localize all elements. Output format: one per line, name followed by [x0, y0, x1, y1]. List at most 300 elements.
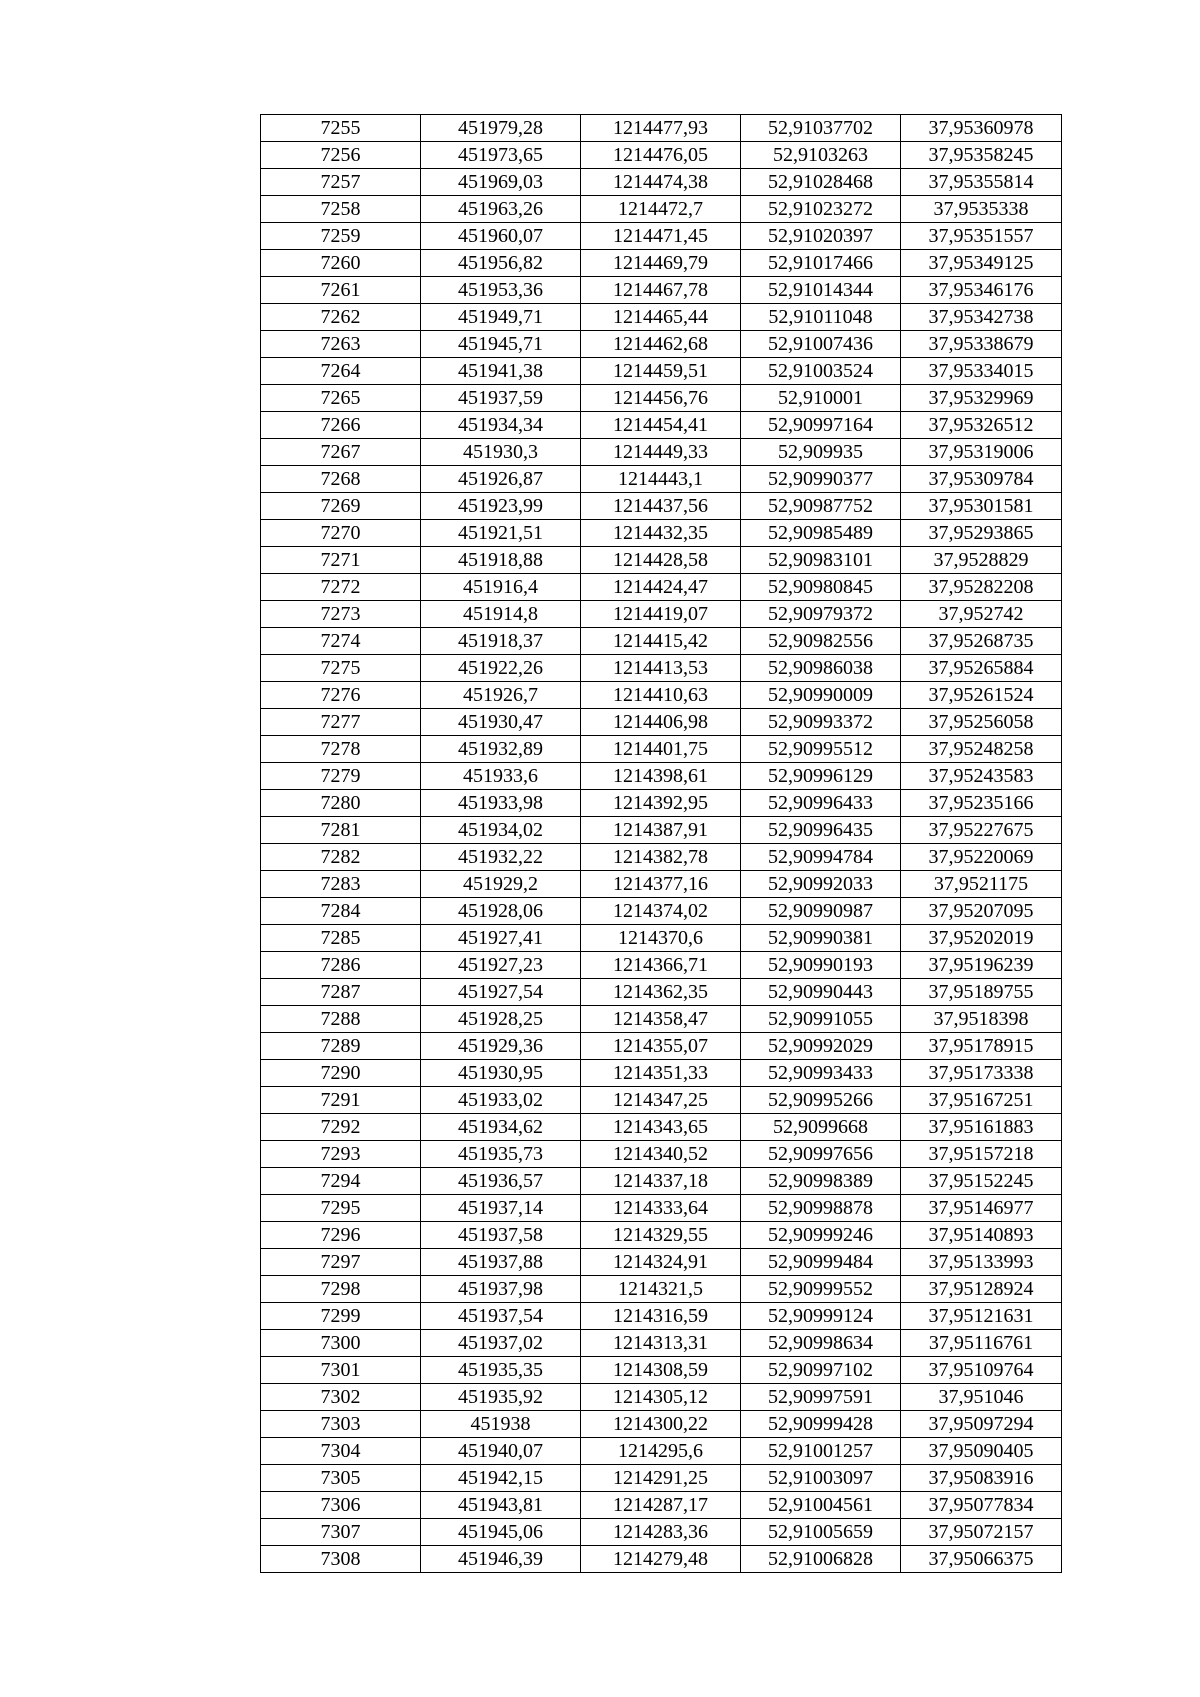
latitude-cell: 52,90990009	[741, 682, 901, 709]
y-coordinate-cell: 1214308,59	[581, 1357, 741, 1384]
point-number-cell: 7297	[261, 1249, 421, 1276]
point-number-cell: 7280	[261, 790, 421, 817]
point-number-cell: 7304	[261, 1438, 421, 1465]
latitude-cell: 52,90999428	[741, 1411, 901, 1438]
y-coordinate-cell: 1214471,45	[581, 223, 741, 250]
x-coordinate-cell: 451963,26	[421, 196, 581, 223]
longitude-cell: 37,95319006	[901, 439, 1062, 466]
y-coordinate-cell: 1214347,25	[581, 1087, 741, 1114]
longitude-cell: 37,95121631	[901, 1303, 1062, 1330]
table-row	[261, 493, 1062, 520]
point-number-cell: 7269	[261, 493, 421, 520]
y-coordinate-cell: 1214370,6	[581, 925, 741, 952]
y-coordinate-cell: 1214324,91	[581, 1249, 741, 1276]
latitude-cell: 52,91023272	[741, 196, 901, 223]
table-row	[261, 358, 1062, 385]
longitude-cell: 37,95329969	[901, 385, 1062, 412]
point-number-cell: 7303	[261, 1411, 421, 1438]
table-row	[261, 844, 1062, 871]
x-coordinate-cell: 451929,36	[421, 1033, 581, 1060]
y-coordinate-cell: 1214287,17	[581, 1492, 741, 1519]
y-coordinate-cell: 1214343,65	[581, 1114, 741, 1141]
table-row	[261, 1249, 1062, 1276]
latitude-cell: 52,90990381	[741, 925, 901, 952]
point-number-cell: 7302	[261, 1384, 421, 1411]
point-number-cell: 7264	[261, 358, 421, 385]
y-coordinate-cell: 1214295,6	[581, 1438, 741, 1465]
table-row	[261, 1330, 1062, 1357]
x-coordinate-cell: 451929,2	[421, 871, 581, 898]
longitude-cell: 37,95334015	[901, 358, 1062, 385]
latitude-cell: 52,909935	[741, 439, 901, 466]
table-row	[261, 763, 1062, 790]
table-row	[261, 1114, 1062, 1141]
table-row	[261, 1168, 1062, 1195]
latitude-cell: 52,90987752	[741, 493, 901, 520]
longitude-cell: 37,95133993	[901, 1249, 1062, 1276]
y-coordinate-cell: 1214279,48	[581, 1546, 741, 1573]
longitude-cell: 37,95128924	[901, 1276, 1062, 1303]
x-coordinate-cell: 451926,7	[421, 682, 581, 709]
point-number-cell: 7279	[261, 763, 421, 790]
point-number-cell: 7274	[261, 628, 421, 655]
point-number-cell: 7263	[261, 331, 421, 358]
x-coordinate-cell: 451918,37	[421, 628, 581, 655]
y-coordinate-cell: 1214374,02	[581, 898, 741, 925]
table-row	[261, 1411, 1062, 1438]
point-number-cell: 7260	[261, 250, 421, 277]
latitude-cell: 52,90991055	[741, 1006, 901, 1033]
y-coordinate-cell: 1214432,35	[581, 520, 741, 547]
y-coordinate-cell: 1214283,36	[581, 1519, 741, 1546]
table-row	[261, 871, 1062, 898]
coordinates-table-body	[261, 115, 1062, 1573]
point-number-cell: 7287	[261, 979, 421, 1006]
longitude-cell: 37,95342738	[901, 304, 1062, 331]
y-coordinate-cell: 1214401,75	[581, 736, 741, 763]
point-number-cell: 7292	[261, 1114, 421, 1141]
table-row	[261, 952, 1062, 979]
x-coordinate-cell: 451953,36	[421, 277, 581, 304]
longitude-cell: 37,9518398	[901, 1006, 1062, 1033]
table-row	[261, 1438, 1062, 1465]
y-coordinate-cell: 1214419,07	[581, 601, 741, 628]
longitude-cell: 37,95338679	[901, 331, 1062, 358]
point-number-cell: 7276	[261, 682, 421, 709]
y-coordinate-cell: 1214454,41	[581, 412, 741, 439]
y-coordinate-cell: 1214362,35	[581, 979, 741, 1006]
latitude-cell: 52,90996129	[741, 763, 901, 790]
point-number-cell: 7281	[261, 817, 421, 844]
point-number-cell: 7262	[261, 304, 421, 331]
table-row	[261, 1060, 1062, 1087]
longitude-cell: 37,95268735	[901, 628, 1062, 655]
longitude-cell: 37,95090405	[901, 1438, 1062, 1465]
longitude-cell: 37,95358245	[901, 142, 1062, 169]
y-coordinate-cell: 1214476,05	[581, 142, 741, 169]
latitude-cell: 52,91001257	[741, 1438, 901, 1465]
point-number-cell: 7305	[261, 1465, 421, 1492]
x-coordinate-cell: 451923,99	[421, 493, 581, 520]
point-number-cell: 7301	[261, 1357, 421, 1384]
point-number-cell: 7290	[261, 1060, 421, 1087]
latitude-cell: 52,91020397	[741, 223, 901, 250]
y-coordinate-cell: 1214333,64	[581, 1195, 741, 1222]
point-number-cell: 7268	[261, 466, 421, 493]
latitude-cell: 52,91003097	[741, 1465, 901, 1492]
y-coordinate-cell: 1214305,12	[581, 1384, 741, 1411]
longitude-cell: 37,95146977	[901, 1195, 1062, 1222]
table-row	[261, 1465, 1062, 1492]
table-row	[261, 115, 1062, 142]
table-row	[261, 223, 1062, 250]
table-row	[261, 520, 1062, 547]
table-row	[261, 1546, 1062, 1573]
longitude-cell: 37,95227675	[901, 817, 1062, 844]
table-row	[261, 1087, 1062, 1114]
table-row	[261, 925, 1062, 952]
table-row	[261, 1141, 1062, 1168]
y-coordinate-cell: 1214413,53	[581, 655, 741, 682]
longitude-cell: 37,95202019	[901, 925, 1062, 952]
longitude-cell: 37,95173338	[901, 1060, 1062, 1087]
y-coordinate-cell: 1214456,76	[581, 385, 741, 412]
longitude-cell: 37,951046	[901, 1384, 1062, 1411]
table-row	[261, 1492, 1062, 1519]
table-row	[261, 466, 1062, 493]
x-coordinate-cell: 451933,98	[421, 790, 581, 817]
longitude-cell: 37,95265884	[901, 655, 1062, 682]
x-coordinate-cell: 451934,62	[421, 1114, 581, 1141]
y-coordinate-cell: 1214377,16	[581, 871, 741, 898]
longitude-cell: 37,95349125	[901, 250, 1062, 277]
table-row	[261, 331, 1062, 358]
x-coordinate-cell: 451932,22	[421, 844, 581, 871]
table-row	[261, 1222, 1062, 1249]
y-coordinate-cell: 1214382,78	[581, 844, 741, 871]
longitude-cell: 37,95066375	[901, 1546, 1062, 1573]
latitude-cell: 52,91028468	[741, 169, 901, 196]
latitude-cell: 52,9099668	[741, 1114, 901, 1141]
point-number-cell: 7278	[261, 736, 421, 763]
y-coordinate-cell: 1214291,25	[581, 1465, 741, 1492]
y-coordinate-cell: 1214351,33	[581, 1060, 741, 1087]
longitude-cell: 37,95189755	[901, 979, 1062, 1006]
y-coordinate-cell: 1214300,22	[581, 1411, 741, 1438]
y-coordinate-cell: 1214358,47	[581, 1006, 741, 1033]
table-row	[261, 1033, 1062, 1060]
latitude-cell: 52,90990443	[741, 979, 901, 1006]
point-number-cell: 7275	[261, 655, 421, 682]
latitude-cell: 52,91037702	[741, 115, 901, 142]
point-number-cell: 7299	[261, 1303, 421, 1330]
latitude-cell: 52,90993372	[741, 709, 901, 736]
longitude-cell: 37,95196239	[901, 952, 1062, 979]
x-coordinate-cell: 451921,51	[421, 520, 581, 547]
longitude-cell: 37,95293865	[901, 520, 1062, 547]
x-coordinate-cell: 451973,65	[421, 142, 581, 169]
x-coordinate-cell: 451979,28	[421, 115, 581, 142]
x-coordinate-cell: 451935,73	[421, 1141, 581, 1168]
point-number-cell: 7306	[261, 1492, 421, 1519]
x-coordinate-cell: 451935,92	[421, 1384, 581, 1411]
y-coordinate-cell: 1214321,5	[581, 1276, 741, 1303]
point-number-cell: 7270	[261, 520, 421, 547]
latitude-cell: 52,91006828	[741, 1546, 901, 1573]
table-row	[261, 385, 1062, 412]
table-row	[261, 1303, 1062, 1330]
longitude-cell: 37,95077834	[901, 1492, 1062, 1519]
x-coordinate-cell: 451937,59	[421, 385, 581, 412]
longitude-cell: 37,9535338	[901, 196, 1062, 223]
latitude-cell: 52,90999246	[741, 1222, 901, 1249]
y-coordinate-cell: 1214316,59	[581, 1303, 741, 1330]
latitude-cell: 52,90990377	[741, 466, 901, 493]
longitude-cell: 37,95326512	[901, 412, 1062, 439]
x-coordinate-cell: 451943,81	[421, 1492, 581, 1519]
longitude-cell: 37,95248258	[901, 736, 1062, 763]
point-number-cell: 7277	[261, 709, 421, 736]
longitude-cell: 37,95355814	[901, 169, 1062, 196]
x-coordinate-cell: 451946,39	[421, 1546, 581, 1573]
x-coordinate-cell: 451927,41	[421, 925, 581, 952]
x-coordinate-cell: 451949,71	[421, 304, 581, 331]
latitude-cell: 52,90986038	[741, 655, 901, 682]
x-coordinate-cell: 451934,02	[421, 817, 581, 844]
y-coordinate-cell: 1214387,91	[581, 817, 741, 844]
x-coordinate-cell: 451956,82	[421, 250, 581, 277]
y-coordinate-cell: 1214469,79	[581, 250, 741, 277]
point-number-cell: 7296	[261, 1222, 421, 1249]
point-number-cell: 7272	[261, 574, 421, 601]
point-number-cell: 7271	[261, 547, 421, 574]
x-coordinate-cell: 451926,87	[421, 466, 581, 493]
x-coordinate-cell: 451960,07	[421, 223, 581, 250]
x-coordinate-cell: 451945,71	[421, 331, 581, 358]
y-coordinate-cell: 1214443,1	[581, 466, 741, 493]
point-number-cell: 7282	[261, 844, 421, 871]
x-coordinate-cell: 451937,88	[421, 1249, 581, 1276]
y-coordinate-cell: 1214467,78	[581, 277, 741, 304]
y-coordinate-cell: 1214462,68	[581, 331, 741, 358]
y-coordinate-cell: 1214366,71	[581, 952, 741, 979]
latitude-cell: 52,91007436	[741, 331, 901, 358]
latitude-cell: 52,91011048	[741, 304, 901, 331]
latitude-cell: 52,90996433	[741, 790, 901, 817]
x-coordinate-cell: 451928,06	[421, 898, 581, 925]
point-number-cell: 7261	[261, 277, 421, 304]
longitude-cell: 37,95220069	[901, 844, 1062, 871]
longitude-cell: 37,95282208	[901, 574, 1062, 601]
x-coordinate-cell: 451928,25	[421, 1006, 581, 1033]
x-coordinate-cell: 451940,07	[421, 1438, 581, 1465]
latitude-cell: 52,90995512	[741, 736, 901, 763]
table-row	[261, 1357, 1062, 1384]
latitude-cell: 52,90999484	[741, 1249, 901, 1276]
table-row	[261, 682, 1062, 709]
point-number-cell: 7286	[261, 952, 421, 979]
latitude-cell: 52,91017466	[741, 250, 901, 277]
x-coordinate-cell: 451932,89	[421, 736, 581, 763]
y-coordinate-cell: 1214459,51	[581, 358, 741, 385]
latitude-cell: 52,90998389	[741, 1168, 901, 1195]
x-coordinate-cell: 451916,4	[421, 574, 581, 601]
longitude-cell: 37,95167251	[901, 1087, 1062, 1114]
y-coordinate-cell: 1214392,95	[581, 790, 741, 817]
latitude-cell: 52,90997591	[741, 1384, 901, 1411]
point-number-cell: 7298	[261, 1276, 421, 1303]
x-coordinate-cell: 451930,47	[421, 709, 581, 736]
point-number-cell: 7283	[261, 871, 421, 898]
table-row	[261, 817, 1062, 844]
table-row	[261, 196, 1062, 223]
longitude-cell: 37,95097294	[901, 1411, 1062, 1438]
point-number-cell: 7257	[261, 169, 421, 196]
table-row	[261, 601, 1062, 628]
longitude-cell: 37,95309784	[901, 466, 1062, 493]
table-row	[261, 439, 1062, 466]
table-row	[261, 1195, 1062, 1222]
latitude-cell: 52,91005659	[741, 1519, 901, 1546]
longitude-cell: 37,95207095	[901, 898, 1062, 925]
y-coordinate-cell: 1214465,44	[581, 304, 741, 331]
longitude-cell: 37,95243583	[901, 763, 1062, 790]
x-coordinate-cell: 451937,98	[421, 1276, 581, 1303]
longitude-cell: 37,95152245	[901, 1168, 1062, 1195]
y-coordinate-cell: 1214437,56	[581, 493, 741, 520]
latitude-cell: 52,90992033	[741, 871, 901, 898]
table-row	[261, 250, 1062, 277]
longitude-cell: 37,95157218	[901, 1141, 1062, 1168]
y-coordinate-cell: 1214424,47	[581, 574, 741, 601]
table-row	[261, 304, 1062, 331]
longitude-cell: 37,95235166	[901, 790, 1062, 817]
y-coordinate-cell: 1214337,18	[581, 1168, 741, 1195]
point-number-cell: 7294	[261, 1168, 421, 1195]
x-coordinate-cell: 451937,58	[421, 1222, 581, 1249]
longitude-cell: 37,95178915	[901, 1033, 1062, 1060]
y-coordinate-cell: 1214340,52	[581, 1141, 741, 1168]
x-coordinate-cell: 451927,23	[421, 952, 581, 979]
longitude-cell: 37,9521175	[901, 871, 1062, 898]
point-number-cell: 7288	[261, 1006, 421, 1033]
point-number-cell: 7258	[261, 196, 421, 223]
table-row	[261, 1006, 1062, 1033]
point-number-cell: 7266	[261, 412, 421, 439]
longitude-cell: 37,952742	[901, 601, 1062, 628]
table-row	[261, 277, 1062, 304]
y-coordinate-cell: 1214355,07	[581, 1033, 741, 1060]
longitude-cell: 37,95360978	[901, 115, 1062, 142]
x-coordinate-cell: 451941,38	[421, 358, 581, 385]
x-coordinate-cell: 451942,15	[421, 1465, 581, 1492]
x-coordinate-cell: 451918,88	[421, 547, 581, 574]
x-coordinate-cell: 451933,02	[421, 1087, 581, 1114]
point-number-cell: 7284	[261, 898, 421, 925]
latitude-cell: 52,91003524	[741, 358, 901, 385]
longitude-cell: 37,95346176	[901, 277, 1062, 304]
latitude-cell: 52,91004561	[741, 1492, 901, 1519]
latitude-cell: 52,90994784	[741, 844, 901, 871]
point-number-cell: 7300	[261, 1330, 421, 1357]
latitude-cell: 52,90992029	[741, 1033, 901, 1060]
x-coordinate-cell: 451930,95	[421, 1060, 581, 1087]
x-coordinate-cell: 451937,54	[421, 1303, 581, 1330]
latitude-cell: 52,90990987	[741, 898, 901, 925]
table-row	[261, 979, 1062, 1006]
y-coordinate-cell: 1214406,98	[581, 709, 741, 736]
latitude-cell: 52,90990193	[741, 952, 901, 979]
longitude-cell: 37,95072157	[901, 1519, 1062, 1546]
x-coordinate-cell: 451933,6	[421, 763, 581, 790]
x-coordinate-cell: 451914,8	[421, 601, 581, 628]
longitude-cell: 37,95351557	[901, 223, 1062, 250]
table-row	[261, 1519, 1062, 1546]
latitude-cell: 52,90998634	[741, 1330, 901, 1357]
latitude-cell: 52,90983101	[741, 547, 901, 574]
point-number-cell: 7255	[261, 115, 421, 142]
table-row	[261, 628, 1062, 655]
point-number-cell: 7259	[261, 223, 421, 250]
longitude-cell: 37,9528829	[901, 547, 1062, 574]
longitude-cell: 37,95116761	[901, 1330, 1062, 1357]
coordinates-table	[260, 114, 1062, 1573]
x-coordinate-cell: 451935,35	[421, 1357, 581, 1384]
y-coordinate-cell: 1214477,93	[581, 115, 741, 142]
x-coordinate-cell: 451937,02	[421, 1330, 581, 1357]
point-number-cell: 7256	[261, 142, 421, 169]
point-number-cell: 7308	[261, 1546, 421, 1573]
latitude-cell: 52,91014344	[741, 277, 901, 304]
table-row	[261, 790, 1062, 817]
latitude-cell: 52,90999124	[741, 1303, 901, 1330]
table-row	[261, 547, 1062, 574]
y-coordinate-cell: 1214474,38	[581, 169, 741, 196]
latitude-cell: 52,90995266	[741, 1087, 901, 1114]
longitude-cell: 37,95083916	[901, 1465, 1062, 1492]
table-row	[261, 169, 1062, 196]
y-coordinate-cell: 1214398,61	[581, 763, 741, 790]
latitude-cell: 52,90997164	[741, 412, 901, 439]
point-number-cell: 7267	[261, 439, 421, 466]
y-coordinate-cell: 1214415,42	[581, 628, 741, 655]
table-row	[261, 142, 1062, 169]
latitude-cell: 52,90997102	[741, 1357, 901, 1384]
y-coordinate-cell: 1214313,31	[581, 1330, 741, 1357]
latitude-cell: 52,910001	[741, 385, 901, 412]
x-coordinate-cell: 451922,26	[421, 655, 581, 682]
longitude-cell: 37,95140893	[901, 1222, 1062, 1249]
table-row	[261, 1276, 1062, 1303]
table-row	[261, 898, 1062, 925]
point-number-cell: 7265	[261, 385, 421, 412]
point-number-cell: 7295	[261, 1195, 421, 1222]
point-number-cell: 7273	[261, 601, 421, 628]
longitude-cell: 37,95161883	[901, 1114, 1062, 1141]
x-coordinate-cell: 451930,3	[421, 439, 581, 466]
point-number-cell: 7293	[261, 1141, 421, 1168]
x-coordinate-cell: 451938	[421, 1411, 581, 1438]
x-coordinate-cell: 451937,14	[421, 1195, 581, 1222]
latitude-cell: 52,90999552	[741, 1276, 901, 1303]
latitude-cell: 52,90996435	[741, 817, 901, 844]
y-coordinate-cell: 1214472,7	[581, 196, 741, 223]
x-coordinate-cell: 451927,54	[421, 979, 581, 1006]
latitude-cell: 52,90980845	[741, 574, 901, 601]
point-number-cell: 7289	[261, 1033, 421, 1060]
point-number-cell: 7307	[261, 1519, 421, 1546]
x-coordinate-cell: 451945,06	[421, 1519, 581, 1546]
